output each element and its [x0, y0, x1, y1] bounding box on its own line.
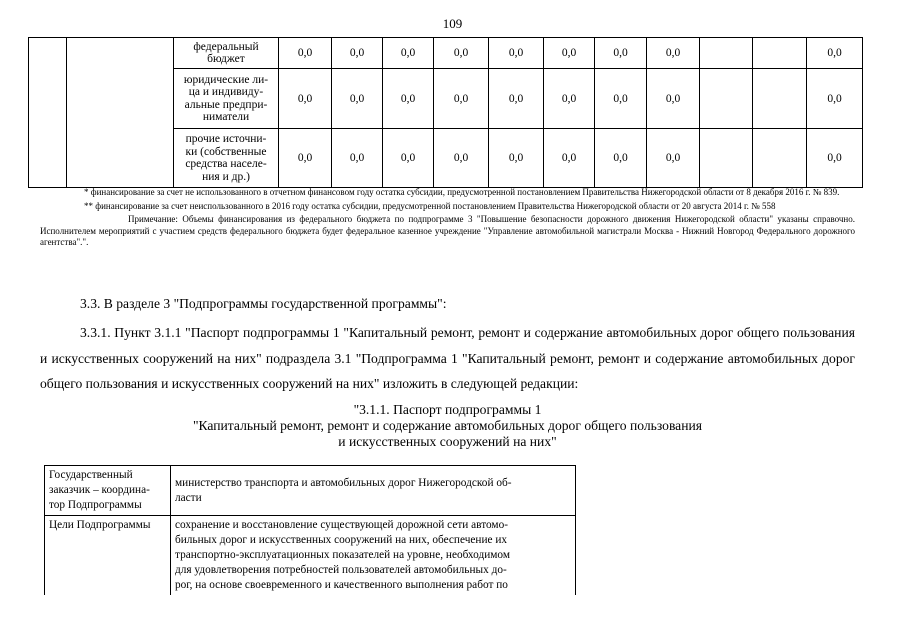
table-row	[45, 466, 576, 516]
source-line: юридические ли-	[183, 73, 269, 86]
value-cell: 0,0	[279, 38, 332, 69]
value-cell: 0,0	[332, 38, 383, 69]
empty-cell	[29, 38, 67, 188]
value-line: министерство транспорта и автомобильных дорог Нижегородской об-	[175, 476, 512, 489]
value-cell: 0,0	[489, 129, 544, 188]
value-cell: 0,0	[544, 38, 595, 69]
passport-value-cell	[171, 516, 576, 596]
value-line: ласти	[175, 491, 202, 504]
financing-table	[28, 37, 863, 188]
table-row	[29, 38, 863, 69]
value-cell: 0,0	[434, 38, 489, 69]
value-cell: 0,0	[807, 38, 863, 69]
value-cell: 0,0	[647, 129, 700, 188]
passport-table	[44, 465, 576, 595]
value-cell: 0,0	[279, 129, 332, 188]
footnote-note: Примечание: Объемы финансирования из федерального бюджета по подпрограмме 3 "Повышение безопасности дорожного движения Нижегородской области" указаны справочно. Исполнителем мероприятий с участием средств федерального бюджета будет федеральное казенное учреждение "Управление автомобильной магистрали Москва - Нижний Новгород Федерального дорожного агентства".".	[40, 214, 855, 248]
value-cell: 0,0	[595, 129, 647, 188]
value-cell: 0,0	[279, 69, 332, 129]
source-line: ния и др.)	[202, 170, 250, 183]
passport-label-cell	[45, 516, 171, 596]
value-cell: 0,0	[383, 38, 434, 69]
value-cell	[700, 129, 753, 188]
label-line: заказчик – координа-	[49, 484, 150, 496]
value-cell: 0,0	[489, 69, 544, 129]
value-cell: 0,0	[807, 129, 863, 188]
value-cell: 0,0	[544, 129, 595, 188]
value-cell: 0,0	[807, 69, 863, 129]
passport-heading-line-3: и искусственных сооружений на них"	[338, 434, 557, 449]
value-cell: 0,0	[489, 38, 544, 69]
value-cell: 0,0	[647, 69, 700, 129]
source-line: ца и индивиду-	[188, 86, 264, 98]
label-line: тор Подпрограммы	[49, 499, 142, 511]
value-cell: 0,0	[332, 129, 383, 188]
value-cell	[700, 69, 753, 129]
section-3-3-1-paragraph: 3.3.1. Пункт 3.1.1 "Паспорт подпрограммы 1 "Капитальный ремонт, ремонт и содержание автомобильных дорог общего пользования и искусственных сооружений на них" подраздела 3.1 "Подпрограмма 1 "Капитальный ремонт, ремонт и содержание автомобильных дорог общего пользования и искусственных сооружений на них" изложить в следующей редакции:	[40, 325, 855, 391]
label-line: Государственный	[49, 469, 133, 481]
value-cell: 0,0	[383, 69, 434, 129]
value-line: транспортно-эксплуатационных показателей на уровне, необходимом	[175, 549, 510, 561]
value-cell	[753, 69, 807, 129]
value-cell	[700, 38, 753, 69]
source-cell	[174, 69, 279, 129]
source-line: прочие источни-	[185, 133, 267, 145]
source-line: ки (собственные	[185, 145, 267, 158]
value-cell: 0,0	[595, 38, 647, 69]
page-number: 109	[442, 16, 463, 31]
value-cell: 0,0	[595, 69, 647, 129]
passport-heading-line-1: "3.1.1. Паспорт подпрограммы 1	[353, 402, 542, 417]
source-line: средства населе-	[185, 158, 267, 170]
value-cell: 0,0	[647, 38, 700, 69]
section-3-3-heading: 3.3. В разделе 3 "Подпрограммы государственной программы":	[80, 296, 447, 311]
table-row	[45, 516, 576, 596]
label-line: Цели Подпрограммы	[49, 519, 151, 531]
source-cell	[174, 129, 279, 188]
passport-heading-line-2: "Капитальный ремонт, ремонт и содержание автомобильных дорог общего пользования	[192, 418, 703, 433]
value-cell: 0,0	[544, 69, 595, 129]
value-cell: 0,0	[383, 129, 434, 188]
source-line: бюджет	[207, 53, 245, 65]
footnotes	[40, 187, 855, 251]
value-cell	[753, 129, 807, 188]
passport-label-cell	[45, 466, 171, 516]
value-line: бильных дорог и искусственных сооружений на них, обеспечение их	[175, 534, 508, 546]
value-cell	[753, 38, 807, 69]
footnote-2: ** финансирование за счет неиспользованного в 2016 году остатка субсидии, предусмотренной постановлением Правительства Нижегородской области от 20 августа 2014 г. № 558	[84, 200, 776, 211]
passport-value-cell	[171, 466, 576, 516]
value-line: сохранение и восстановление существующей дорожной сети автомо-	[175, 519, 508, 531]
source-line: федеральный	[193, 40, 259, 53]
value-line: рог, на основе своевременного и качественного выполнения работ по	[175, 579, 508, 591]
empty-cell	[67, 38, 174, 188]
source-line: ниматели	[202, 111, 250, 123]
footnote-1: * финансирование за счет не использованного в отчетном финансовом году остатка субсидии, предусмотренной постановлением Правительства Нижегородской области от 8 декабря 2016 г. № 839.	[84, 187, 840, 197]
value-cell: 0,0	[434, 129, 489, 188]
value-cell: 0,0	[434, 69, 489, 129]
source-cell	[174, 38, 279, 69]
source-line: альные предпри-	[184, 98, 268, 111]
value-cell: 0,0	[332, 69, 383, 129]
value-line: для удовлетворения потребностей пользователей автомобильных до-	[175, 564, 507, 576]
